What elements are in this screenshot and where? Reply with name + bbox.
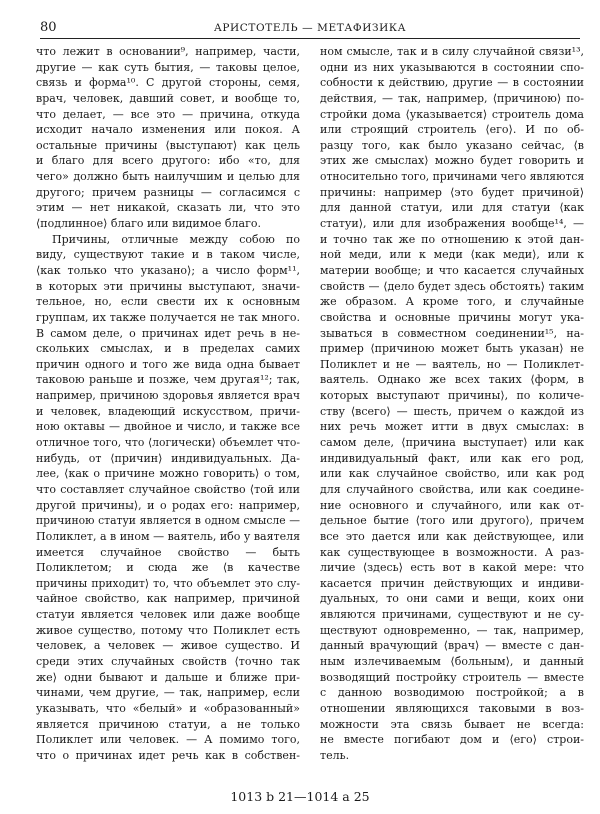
text-line: для случайного свойства, или как соедине- (320, 482, 584, 496)
page-header (40, 20, 580, 39)
text-line: стройки дома ⟨указывается⟩ строитель дома (320, 107, 584, 121)
text-line: и точно так же по отношению к этой дан- (320, 232, 584, 246)
text-line: исходит начало изменения или покоя. А (36, 123, 300, 137)
text-line: причин одного и того же вида одна бывает (36, 357, 300, 371)
text-line: живое существо, потому что Поликлет есть (36, 623, 300, 637)
text-line: другого; причем разницы — согласимся с (36, 185, 300, 199)
text-line: личие ⟨здесь⟩ есть вот в какой мере: что (320, 561, 584, 575)
text-line: индивидуальный факт, или как его род, (320, 451, 584, 465)
text-line: можности эта связь бывает не всегда: (320, 717, 584, 731)
text-line: и человек, владеющий искусством, причи- (36, 404, 300, 418)
text-line: Поликлетом; и сюда же ⟨в качестве (36, 561, 300, 575)
text-line: В самом деле, о причинах идет речь в не- (36, 326, 300, 340)
text-line: ществуют одновременно, — так, например, (320, 623, 584, 637)
text-line: же⟩ одни бывают и дальше и ближе при- (36, 670, 300, 684)
text-line: имеется случайное свойство — быть (36, 545, 300, 559)
text-line: чайное свойство, как например, причиной (36, 592, 300, 606)
text-line: остальные причины ⟨выступают⟩ как цель (36, 138, 300, 152)
text-line: все это дается или как действующее, или (320, 529, 584, 543)
text-line: Причины, отличные между собою по (52, 232, 300, 246)
text-line: возводящий постройку строитель — вместе (320, 670, 584, 684)
text-line: и благо для всего другого: ибо «то, для (36, 154, 300, 168)
text-line: связь и форма¹⁰. С другой стороны, семя, (36, 76, 300, 90)
text-line: в которых эти причины выступают, значи- (36, 279, 300, 293)
text-line: ном смысле, так и в силу случайной связи¹³, (320, 45, 584, 58)
text-line: причины приходит⟩ то, что объемлет это слу- (36, 576, 300, 590)
text-line: отличное того, что ⟨логически⟩ объемлет что- (36, 436, 300, 450)
text-line: или как случайное свойство, или как род (320, 467, 584, 481)
text-line: тельное, но, если свести их к основным (36, 295, 300, 309)
text-line: чинами, чем другие, — так, например, если (36, 686, 300, 700)
text-line: например, причиною здоровья является врач (36, 389, 300, 403)
text-line: Поликлет и не — ваятель, но — Поликлет- (320, 357, 584, 371)
left-column (36, 44, 300, 763)
text-line: тель. (320, 748, 350, 762)
text-line: причины: например ⟨это будет причиной⟩ (320, 185, 584, 199)
text-line: дуальных, то они сами и вещи, коих они (320, 592, 584, 606)
text-line: виду, существуют такие и в таком числе, (36, 248, 300, 262)
text-line: что лежит в основании⁹, например, части, (36, 45, 300, 58)
text-line: касается причин действующих и индиви- (320, 576, 584, 590)
text-line: же образом. А кроме того, и случайные (320, 295, 584, 309)
text-line: другой причины⟩, и о родах его: например, (36, 498, 300, 512)
text-line: относительно того, причинами чего являются (320, 170, 584, 184)
text-line: данный врачующий ⟨врач⟩ — вместе с дан- (320, 639, 584, 653)
text-line: зываться в совместном соединении¹⁵, на- (320, 326, 584, 340)
text-line: пример ⟨причиною может быть указан⟩ не (320, 342, 584, 356)
text-line: Поликлет, а в ином — ваятель, ибо у ваятеля (36, 529, 300, 543)
text-line: них речь может итти в двух смыслах: в (320, 420, 584, 434)
text-line: что делает, — все это — причина, откуда (36, 107, 300, 121)
text-line: являются причинами, существуют и не су- (320, 608, 584, 622)
text-line: свойства и основные причины могут ука- (320, 310, 584, 324)
text-line: для данной статуи, или для статуи ⟨как (320, 201, 584, 215)
text-line: или строящий строитель ⟨его⟩. И по об- (320, 123, 584, 137)
text-line: ⟨подлинное⟩ благо или видимое благо. (36, 217, 261, 231)
text-line: ным излечиваемым ⟨больным⟩, и данный (320, 654, 584, 668)
text-line: отношении являющихся таковыми в воз- (320, 701, 584, 715)
text-line: этих же смыслах⟩ можно будет говорить и (320, 154, 584, 168)
text-columns (36, 44, 584, 786)
text-line: ваятель. Однако же всех таких ⟨форм, в (320, 373, 584, 387)
text-line: статуи является человек или даже вообще (36, 608, 300, 622)
text-line: ной меди, или к меди ⟨как меди⟩, или к (320, 248, 584, 262)
text-line: ною октавы — двойное и число, и также все (36, 420, 300, 434)
text-line: среди этих случайных свойств ⟨точно так (36, 654, 300, 668)
text-line: одни из них указываются в состоянии спо- (320, 60, 584, 74)
text-line: Поликлет или человек. — А помимо того, (36, 733, 300, 747)
text-line: причиною статуи является в одном смысле — (36, 514, 300, 528)
text-line: дельное бытие ⟨того или другого⟩, причем (320, 514, 584, 528)
text-line: что составляет случайное свойство ⟨той или (36, 482, 300, 496)
text-line: является причиною статуи, а не только (36, 717, 300, 731)
text-line: чего» должно быть наилучшим и целью для (36, 170, 300, 184)
right-column (320, 44, 584, 763)
text-line: ству ⟨всего⟩ — шесть, причем о каждой из (320, 404, 584, 418)
text-line: с данною возводимою постройкой; а в (320, 686, 584, 700)
text-line: скольких смыслах, и в пределах самих (36, 342, 300, 356)
text-line: врач, человек, давший совет, и вообще то, (36, 91, 300, 105)
text-line: не вместе погибают дом и ⟨его⟩ строи- (320, 733, 584, 747)
text-line: разцу того, как было указано сейчас, ⟨в (320, 138, 584, 152)
text-line: нибудь, от ⟨причин⟩ индивидуальных. Да- (36, 451, 300, 465)
text-line: этим — нет никакой, сказать ли, что это (36, 201, 300, 215)
text-line: таковою раньше и позже, чем другая¹²; так, (36, 373, 300, 387)
text-line: ⟨как только что указано⟩; а число форм¹¹, (36, 263, 300, 277)
text-line: материи вообще; и что касается случайных (320, 263, 584, 277)
text-line: свойств — ⟨дело будет здесь обстоять⟩ таким (320, 279, 584, 293)
text-line: указывать, что «белый» и «образованный» (36, 701, 300, 715)
text-line: действия, — так, например, ⟨причиною⟩ по- (320, 91, 584, 105)
text-line: другие — как суть бытия, — таковы целое, (36, 60, 300, 74)
text-line: самом деле, ⟨причина выступает⟩ или как (320, 436, 584, 450)
text-line: лее, ⟨как о причине можно говорить⟩ о том, (36, 467, 300, 481)
bekker-reference: 1013 b 21—1014 a 25 (230, 789, 370, 804)
text-line: что о причинах идет речь как в собствен- (36, 748, 300, 762)
text-line: группам, их также получается не так много. (36, 310, 300, 324)
page-number: 80 (40, 20, 57, 35)
running-title: АРИСТОТЕЛЬ — МЕТАФИЗИКА (213, 22, 407, 34)
text-line: человек, а человек — живое существо. И (36, 639, 300, 653)
text-line: ние основного и случайного, или как от- (320, 498, 584, 512)
text-line: которых выступают причины⟩, по количе- (320, 389, 584, 403)
text-line: статуи⟩, или для изображения вообще¹⁴, — (320, 217, 584, 231)
text-line: собности к действию, другие — в состоянии (320, 76, 584, 90)
text-line: как существующее в возможности. А раз- (320, 545, 584, 559)
